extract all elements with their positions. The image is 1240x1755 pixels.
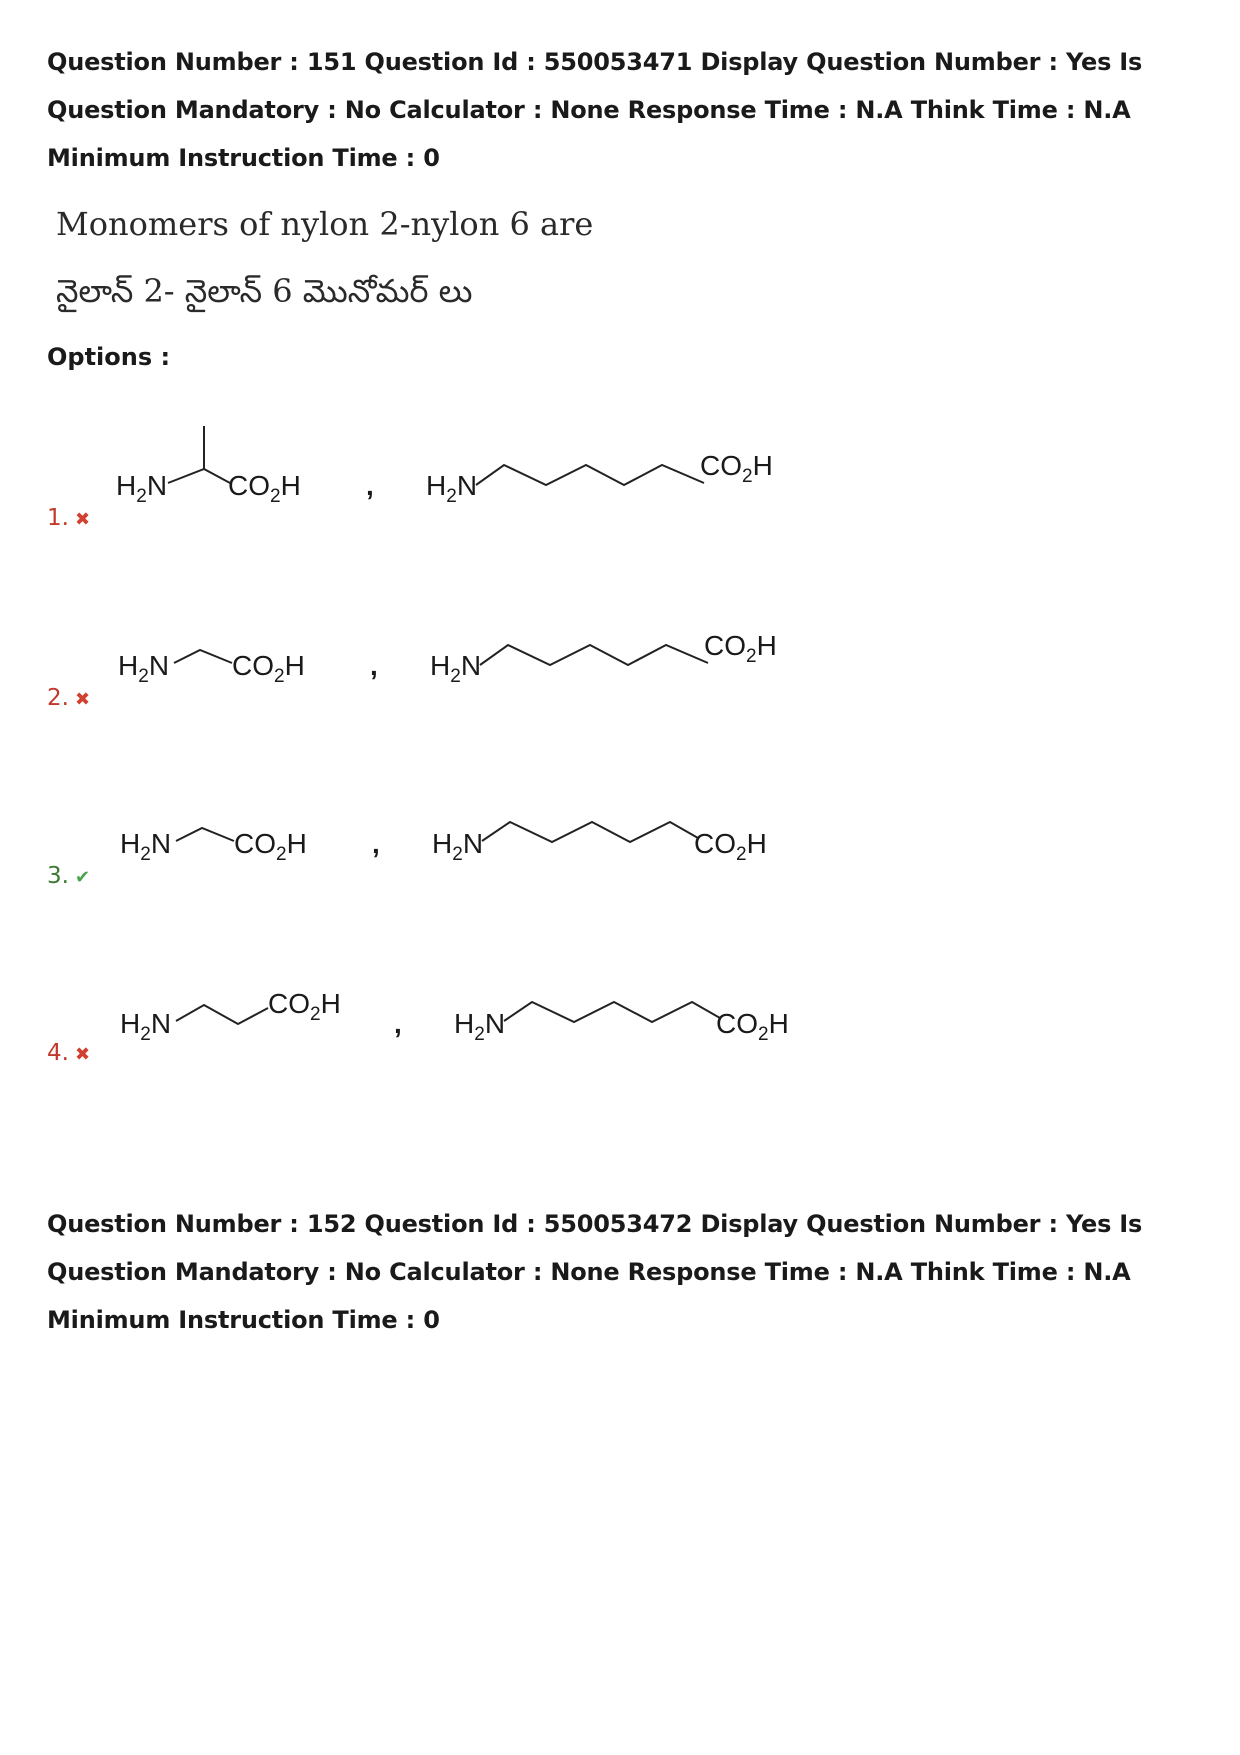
options-label: Options : [47,343,171,371]
amine-group: $H_2N$ [430,650,482,687]
option-4-number [47,1040,90,1066]
option-1-structure [100,410,860,530]
bond-chain [174,650,232,663]
option-4-structure [100,948,860,1068]
bond-chain [480,645,708,665]
carboxyl-group: $CO_2H$ [694,828,767,865]
amine-group: $H_2N$ [118,650,170,687]
separator-comma: , [372,828,380,859]
cross-icon: ✖ [74,1044,91,1065]
carboxyl-group: $CO_2H$ [268,988,341,1025]
separator-comma: , [366,470,374,501]
option-number-label: 2. [47,685,69,711]
bond-chain [482,822,698,842]
option-number-label: 1. [47,505,69,531]
cross-icon: ✖ [74,689,91,710]
option-1-number [47,505,90,531]
cross-icon: ✖ [74,509,91,530]
option-number-label: 3. [47,863,69,889]
carboxyl-group: $CO_2H$ [704,630,777,667]
check-icon: ✔ [74,867,91,888]
question-text-telugu: నైలాన్ 2- నైలాన్ 6 మొనోమర్ లు [56,272,473,310]
carboxyl-group: $CO_2H$ [716,1008,789,1045]
amine-group: $H_2N$ [426,470,478,507]
bond-chain [176,1005,268,1024]
carboxyl-group: $CO_2H$ [700,450,773,487]
amine-group: $H_2N$ [120,828,172,865]
bond-chain [504,1002,720,1022]
question-152-header: Question Number : 152 Question Id : 550053472 Display Question Number : Yes Is Question Mandatory : No Calculator : None Response Time : N.A Think Time : N.A Minimum Instruction Time : 0 [47,1210,1143,1334]
option-2-structure [100,590,860,710]
amine-group: $H_2N$ [454,1008,506,1045]
option-2-number [47,685,90,711]
bond-chain [476,465,704,485]
option-3-structure [100,768,860,888]
carboxyl-group: $CO_2H$ [234,828,307,865]
question-151-header: Question Number : 151 Question Id : 550053471 Display Question Number : Yes Is Question Mandatory : No Calculator : None Response Time : N.A Think Time : N.A Minimum Instruction Time : 0 [47,48,1143,172]
separator-comma: , [370,650,378,681]
question-text-english: Monomers of nylon 2-nylon 6 are [56,205,594,243]
option-3-number [47,863,90,889]
bond-chain [176,828,234,841]
amine-group: $H_2N$ [432,828,484,865]
option-number-label: 4. [47,1040,69,1066]
carboxyl-group: $CO_2H$ [228,470,301,507]
amine-group: $H_2N$ [120,1008,172,1045]
carboxyl-group: $CO_2H$ [232,650,305,687]
bond-chain [168,469,230,483]
amine-group: $H_2N$ [116,470,168,507]
separator-comma: , [394,1008,402,1039]
